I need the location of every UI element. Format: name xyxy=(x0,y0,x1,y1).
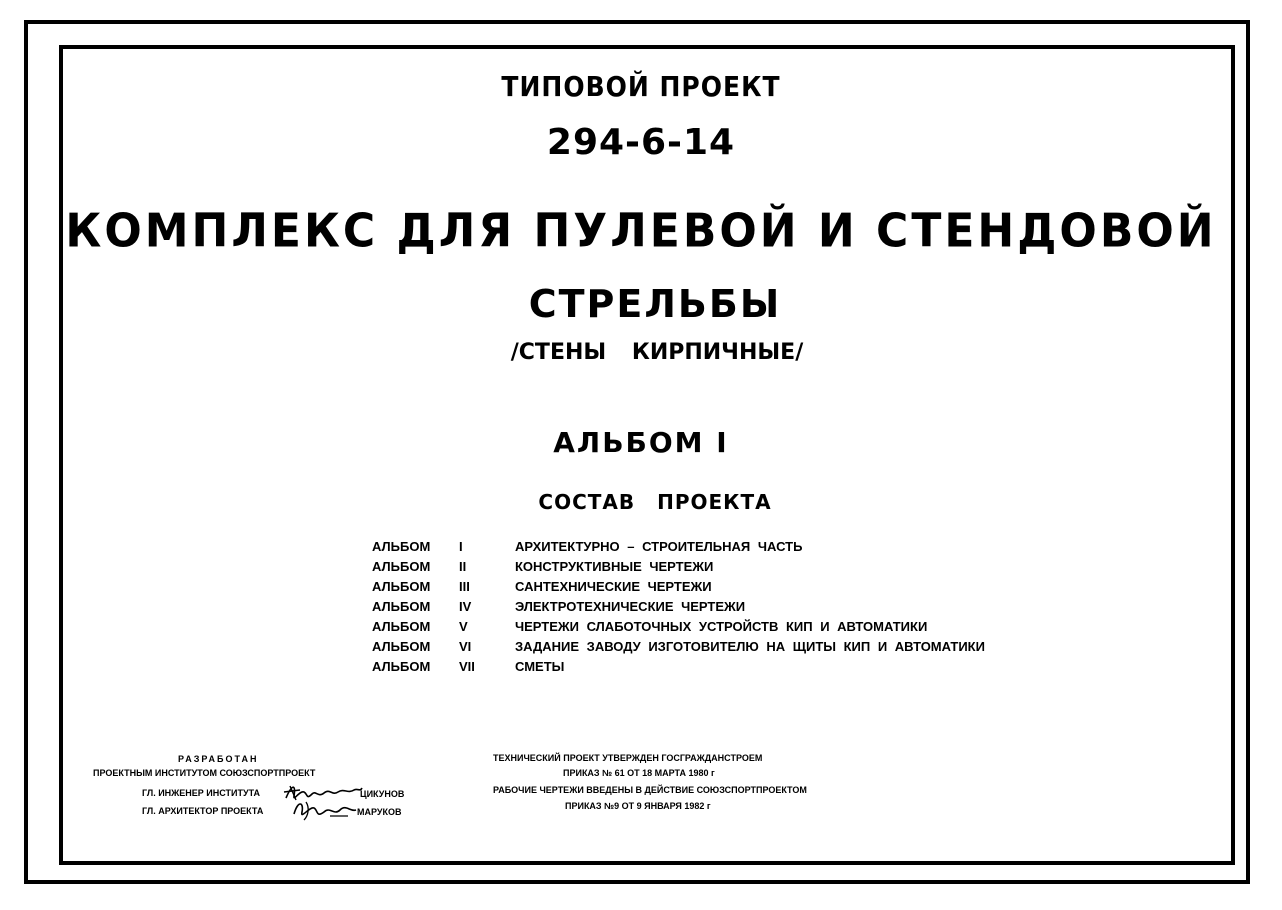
album-number: IV xyxy=(459,599,472,614)
project-code: 294-6-14 xyxy=(546,122,736,163)
album-label: АЛЬБОМ xyxy=(372,639,431,654)
album-number: III xyxy=(459,579,470,594)
album-description: АРХИТЕКТУРНО – СТРОИТЕЛЬНАЯ ЧАСТЬ xyxy=(515,539,803,554)
album-description: СМЕТЫ xyxy=(515,659,565,674)
album-number: VII xyxy=(459,659,475,674)
project-kind: ТИПОВОЙ ПРОЕКТ xyxy=(501,70,781,103)
album-label: АЛЬБОМ xyxy=(372,599,431,614)
approval-line-3: РАБОЧИЕ ЧЕРТЕЖИ ВВЕДЕНЫ В ДЕЙСТВИЕ СОЮЗСПОРТПРОЕКТОМ xyxy=(493,785,807,795)
album-row xyxy=(372,559,1072,579)
composition-heading: СОСТАВ ПРОЕКТА xyxy=(538,490,772,514)
album-description: САНТЕХНИЧЕСКИЕ ЧЕРТЕЖИ xyxy=(515,579,712,594)
album-description: ЭЛЕКТРОТЕХНИЧЕСКИЕ ЧЕРТЕЖИ xyxy=(515,599,746,614)
album-description: ЧЕРТЕЖИ СЛАБОТОЧНЫХ УСТРОЙСТВ КИП И АВТОМАТИКИ xyxy=(515,619,928,634)
approval-line-4: ПРИКАЗ №9 ОТ 9 ЯНВАРЯ 1982 г xyxy=(565,801,711,811)
album-row xyxy=(372,659,1072,679)
album-label: АЛЬБОМ xyxy=(372,659,431,674)
chief-engineer-role: ГЛ. ИНЖЕНЕР ИНСТИТУТА xyxy=(142,788,261,798)
album-number: II xyxy=(459,559,467,574)
developer-institute: ПРОЕКТНЫМ ИНСТИТУТОМ СОЮЗСПОРТПРОЕКТ xyxy=(93,768,316,778)
album-heading: АЛЬБОМ I xyxy=(553,426,729,459)
approval-line-2: ПРИКАЗ № 61 ОТ 18 МАРТА 1980 г xyxy=(563,768,715,778)
chief-engineer-name: ЦИКУНОВ xyxy=(360,789,405,799)
chief-architect-role: ГЛ. АРХИТЕКТОР ПРОЕКТА xyxy=(142,806,264,816)
album-label: АЛЬБОМ xyxy=(372,619,431,634)
approval-line-1: ТЕХНИЧЕСКИЙ ПРОЕКТ УТВЕРЖДЕН ГОСГРАЖДАНСТРОЕМ xyxy=(493,753,763,763)
developer-heading: РАЗРАБОТАН xyxy=(178,754,259,764)
chief-architect-signature xyxy=(290,798,358,822)
title-line-2: СТРЕЛЬБЫ xyxy=(528,282,782,326)
album-row xyxy=(372,539,1072,559)
album-description: ЗАДАНИЕ ЗАВОДУ ИЗГОТОВИТЕЛЮ НА ЩИТЫ КИП И АВТОМАТИКИ xyxy=(515,639,985,654)
album-list xyxy=(372,539,1072,679)
album-label: АЛЬБОМ xyxy=(372,579,431,594)
album-row xyxy=(372,599,1072,619)
subtitle: /СТЕНЫ КИРПИЧНЫЕ/ xyxy=(510,340,804,365)
album-row xyxy=(372,639,1072,659)
album-description: КОНСТРУКТИВНЫЕ ЧЕРТЕЖИ xyxy=(515,559,714,574)
title-line-1: КОМПЛЕКС ДЛЯ ПУЛЕВОЙ И СТЕНДОВОЙ xyxy=(65,204,1217,259)
album-label: АЛЬБОМ xyxy=(372,539,431,554)
chief-architect-name: МАРУКОВ xyxy=(357,807,402,817)
album-number: VI xyxy=(459,639,472,654)
album-number: V xyxy=(459,619,468,634)
album-number: I xyxy=(459,539,463,554)
album-row xyxy=(372,619,1072,639)
album-label: АЛЬБОМ xyxy=(372,559,431,574)
album-row xyxy=(372,579,1072,599)
